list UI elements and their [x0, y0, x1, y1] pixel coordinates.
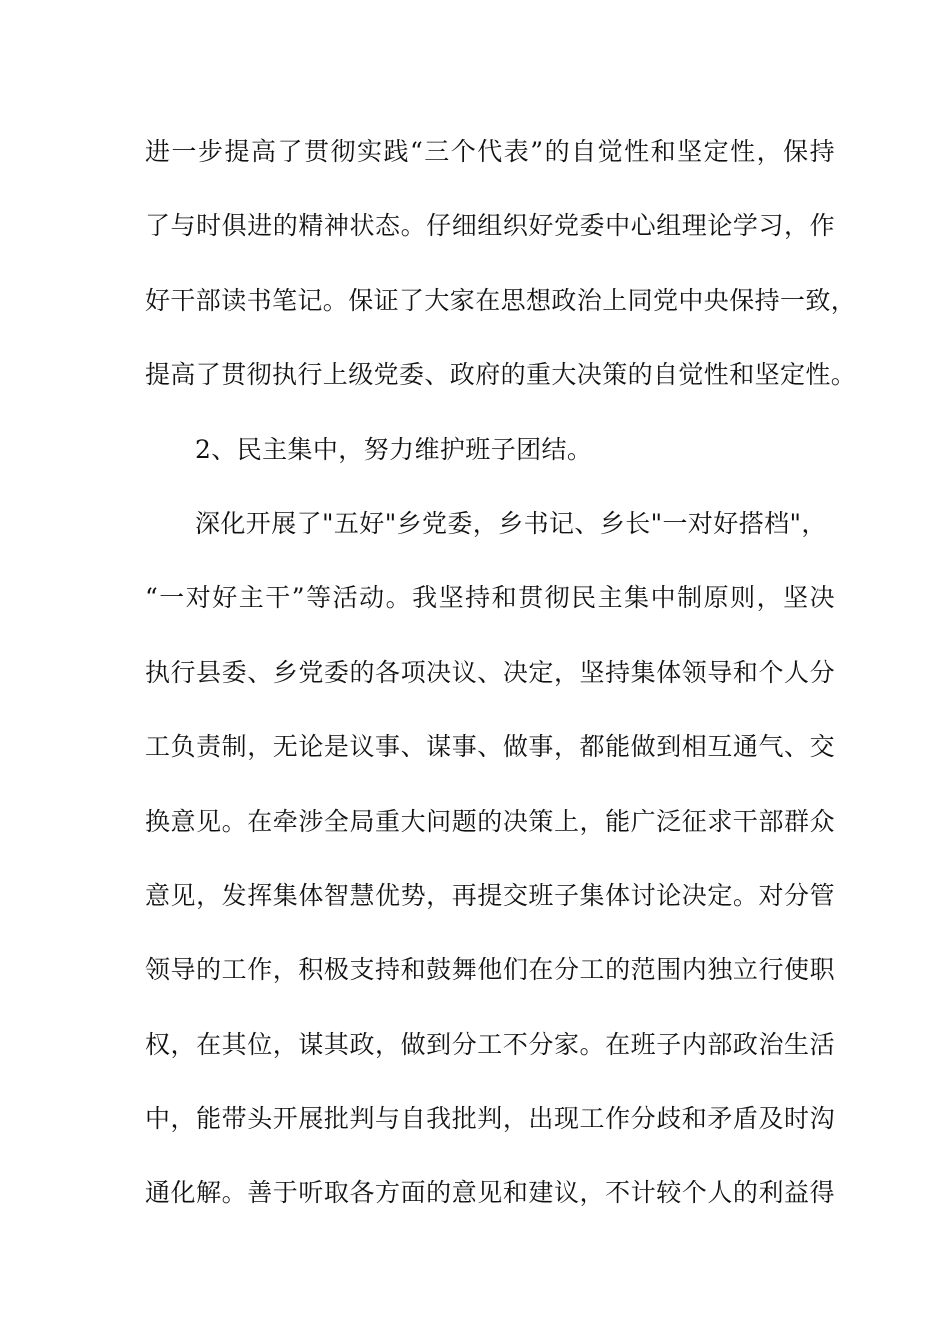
text-line-7: “一对好主干”等活动。我坚持和贯彻民主集中制原则，坚决 [145, 583, 835, 613]
text-line-13: 权，在其位，谋其政，做到分工不分家。在班子内部政治生活 [145, 1029, 835, 1059]
text-line-15: 通化解。善于听取各方面的意见和建议，不计较个人的利益得 [145, 1178, 835, 1208]
text-line-4: 提高了贯彻执行上级党委、政府的重大决策的自觉性和坚定性。 [145, 360, 857, 390]
text-line-8: 执行县委、乡党委的各项决议、决定，坚持集体领导和个人分 [145, 657, 835, 687]
body-text [145, 130, 857, 1246]
text-line-6: 深化开展了"五好"乡党委，乡书记、乡长"一对好搭档"， [195, 508, 827, 538]
text-line-12: 领导的工作，积极支持和鼓舞他们在分工的范围内独立行使职 [145, 955, 835, 985]
text-line-11: 意见，发挥集体智慧优势，再提交班子集体讨论决定。对分管 [145, 880, 835, 910]
text-line-9: 工负责制，无论是议事、谋事、做事，都能做到相互通气、交 [145, 732, 835, 762]
text-line-14: 中，能带头开展批判与自我批判，出现工作分歧和矛盾及时沟 [145, 1104, 835, 1134]
text-line-10: 换意见。在牵涉全局重大问题的决策上，能广泛征求干部群众 [145, 806, 835, 836]
text-line-3: 好干部读书笔记。保证了大家在思想政治上同党中央保持一致， [145, 285, 857, 315]
text-line-1: 进一步提高了贯彻实践“三个代表”的自觉性和坚定性，保持 [145, 137, 835, 166]
text-line-2: 了与时俱进的精神状态。仔细组织好党委中心组理论学习，作 [145, 211, 835, 241]
section-heading: 2、民主集中，努力维护班子团结。 [195, 434, 593, 464]
